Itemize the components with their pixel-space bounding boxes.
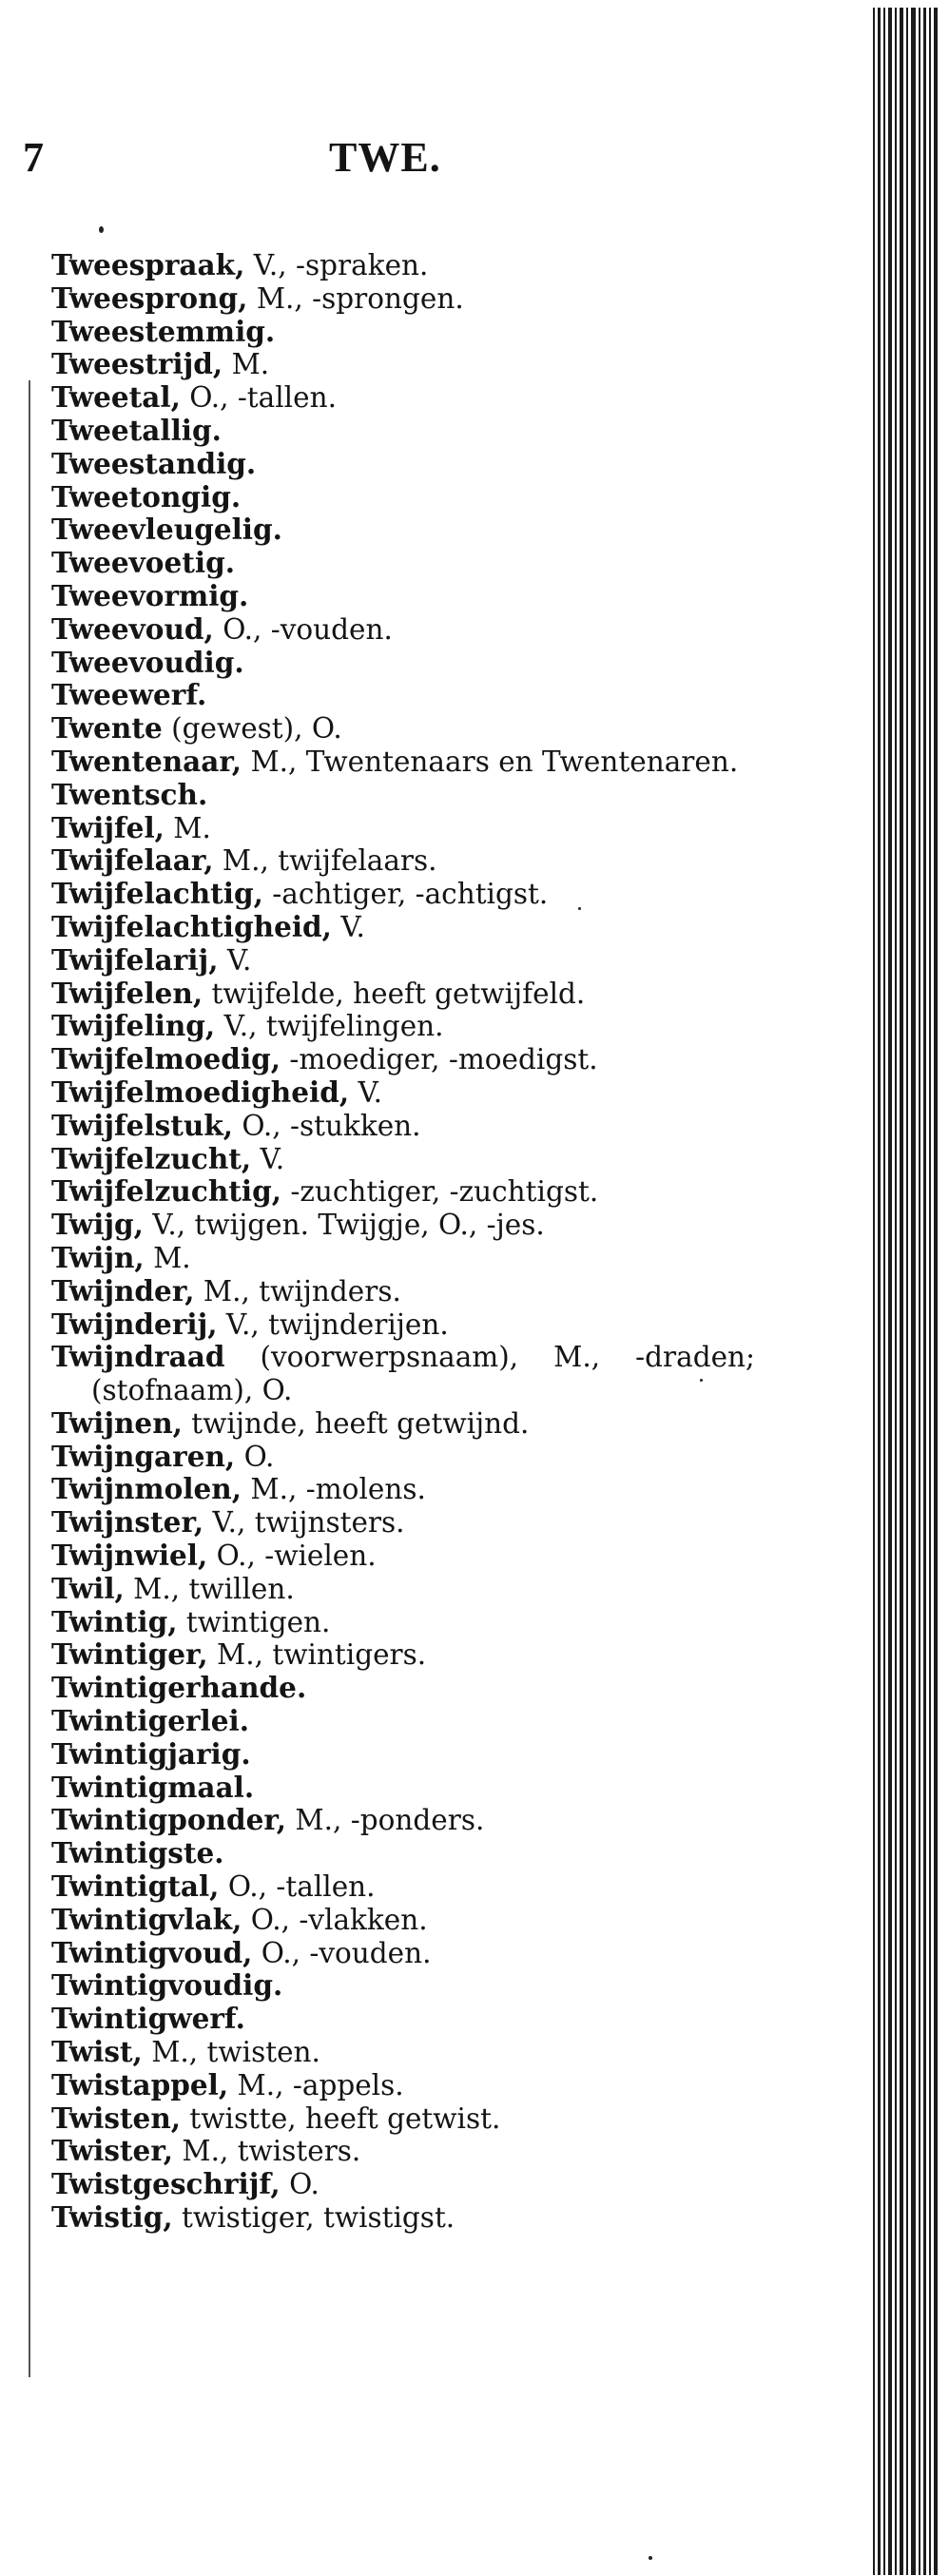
dictionary-entry [51, 1275, 755, 1308]
entry-grammar: M., twillen. [124, 1572, 295, 1605]
entry-grammar: V., twijgen. Twijgje, O., -jes. [143, 1209, 545, 1242]
entry-grammar: M., Twentenaars en Twentenaren. [242, 745, 739, 778]
dictionary-entry [51, 2201, 755, 2235]
dictionary-entry [51, 844, 755, 878]
entry-headword: Twijfelachtigheid, [51, 909, 332, 943]
dictionary-entry [51, 580, 755, 613]
dictionary-entry [51, 779, 755, 812]
entry-grammar: M. [144, 1241, 191, 1274]
dictionary-entry [51, 812, 755, 845]
entry-headword: Twijnwiel, [51, 1539, 208, 1573]
page-header [0, 133, 949, 190]
dictionary-entry [51, 1837, 755, 1870]
entry-headword: Twintigste. [51, 1836, 224, 1870]
entry-headword: Twintigwerf. [51, 2002, 245, 2036]
dictionary-entry [51, 911, 755, 944]
entry-grammar: twistte, heeft getwist. [181, 2101, 501, 2135]
dictionary-entry [51, 1804, 755, 1837]
dictionary-entry [51, 1441, 755, 1474]
entry-headword: Twintigvlak, [51, 1902, 242, 1936]
dictionary-entry [51, 2135, 755, 2168]
entry-grammar: twijfelde, heeft getwijfeld. [203, 977, 586, 1010]
entry-headword: Twijn, [51, 1240, 145, 1274]
entry-headword: Tweestemmig. [51, 314, 276, 348]
dictionary-entry [51, 944, 755, 978]
entry-headword: Twijnster, [51, 1505, 204, 1540]
dictionary-entry [51, 513, 755, 547]
entry-headword: Tweevleugelig. [51, 513, 282, 547]
entry-headword: Twintigerhande. [51, 1671, 307, 1705]
entry-grammar: M., twisters. [172, 2135, 361, 2168]
dictionary-entry [51, 1904, 755, 1937]
entry-headword: Tweestrijd, [51, 347, 223, 381]
entry-grammar: M., twisten. [142, 2036, 320, 2069]
dictionary-entry [51, 1506, 755, 1540]
dictionary-entry [51, 1606, 755, 1639]
entry-headword: Twijnderij, [51, 1307, 218, 1341]
entry-headword: Twijnder, [51, 1273, 195, 1307]
entry-grammar: M., -ponders. [286, 1804, 485, 1837]
dictionary-entry [51, 647, 755, 680]
dictionary-entry [51, 1043, 755, 1076]
entry-grammar: V. [218, 943, 252, 977]
entry-grammar: (gewest), O. [162, 712, 342, 746]
entry-headword: Twintigerlei. [51, 1704, 249, 1738]
dictionary-entry [51, 1638, 755, 1672]
entry-headword: Twistig, [51, 2200, 173, 2235]
entry-grammar: O., -vouden. [252, 1936, 432, 1969]
entry-grammar: M., -appels. [228, 2068, 404, 2101]
entry-headword: Twijfelachtig, [51, 877, 263, 911]
entry-grammar: -achtiger, -achtigst. [262, 878, 549, 911]
dictionary-entry [51, 1110, 755, 1143]
dictionary-entry [51, 1076, 755, 1110]
dictionary-entry [51, 2036, 755, 2069]
entry-headword: Tweetal, [51, 380, 181, 415]
entry-headword: Tweestandig. [51, 446, 257, 480]
entry-grammar: -zuchtiger, -zuchtigst. [281, 1175, 599, 1209]
dictionary-entry [51, 1937, 755, 1970]
entry-headword: Tweesprong, [51, 281, 248, 315]
entry-headword: Twintig, [51, 1604, 178, 1638]
dictionary-entry-list [51, 249, 755, 2235]
entry-grammar: M., -sprongen. [247, 281, 464, 315]
dictionary-entry [51, 712, 755, 746]
dictionary-entry [51, 2168, 755, 2201]
entry-headword: Twijfelstuk, [51, 1108, 234, 1142]
dictionary-entry [51, 381, 755, 415]
entry-headword: Tweespraak, [51, 248, 245, 281]
entry-headword: Tweevoud, [51, 611, 214, 646]
entry-headword: Twentsch. [51, 777, 208, 811]
entry-grammar: twintigen. [177, 1605, 331, 1638]
entry-headword: Twijfelzucht, [51, 1141, 252, 1175]
entry-grammar: V., twijfelingen. [215, 1010, 444, 1043]
entry-headword: Twijfelen, [51, 976, 203, 1010]
dictionary-entry [51, 1573, 755, 1606]
dictionary-entry [51, 348, 755, 381]
dictionary-entry [51, 1772, 755, 1805]
dictionary-entry [51, 1738, 755, 1772]
entry-headword: Twisten, [51, 2101, 182, 2135]
entry-headword: Tweevoetig. [51, 546, 235, 580]
entry-grammar: O., -tallen. [219, 1870, 376, 1904]
entry-headword: Twijnmolen, [51, 1472, 242, 1506]
entry-headword: Twijfelmoedigheid, [51, 1075, 350, 1109]
entry-grammar: O. [280, 2168, 320, 2201]
entry-headword: Twistgeschrijf, [51, 2167, 281, 2201]
entry-grammar: M., -molens. [242, 1473, 426, 1506]
entry-grammar: V., twijnsters. [203, 1506, 405, 1540]
entry-headword: Tweevoudig. [51, 645, 244, 679]
entry-headword: Twentenaar, [51, 744, 242, 778]
dictionary-entry [51, 2069, 755, 2102]
dictionary-entry [51, 1705, 755, 1738]
entry-grammar: (voorwerpsnaam), M., -draden; (stofnaam), O. [91, 1341, 755, 1407]
entry-grammar: M. [164, 811, 211, 844]
entry-headword: Twijfeling, [51, 1009, 216, 1043]
dictionary-entry [51, 282, 755, 316]
dictionary-entry [51, 978, 755, 1011]
dictionary-entry [51, 1010, 755, 1043]
entry-grammar: O., -vouden. [213, 612, 393, 646]
dictionary-entry [51, 547, 755, 580]
dictionary-entry [51, 679, 755, 712]
print-speck [649, 2556, 652, 2560]
dictionary-entry [51, 1407, 755, 1441]
page-heading: TWE. [329, 134, 441, 181]
dictionary-entry [51, 1143, 755, 1176]
entry-grammar: twijnde, heeft getwijnd. [182, 1406, 530, 1440]
dictionary-entry [51, 1242, 755, 1275]
entry-grammar: V., twijnderijen. [217, 1307, 449, 1341]
entry-headword: Twister, [51, 2134, 173, 2168]
dictionary-entry [51, 316, 755, 349]
entry-headword: Twijndraad [51, 1340, 225, 1374]
entry-grammar: M., twijnders. [194, 1274, 401, 1307]
dictionary-entry [51, 1209, 755, 1242]
entry-grammar: M., twintigers. [207, 1638, 427, 1672]
entry-headword: Twijnen, [51, 1405, 183, 1440]
entry-grammar: M., twijfelaars. [213, 844, 437, 878]
entry-headword: Twijfel, [51, 810, 165, 844]
dictionary-entry [51, 1672, 755, 1705]
page-binding-edge [873, 8, 938, 2575]
dictionary-entry [51, 1870, 755, 1904]
entry-grammar: V. [349, 1075, 382, 1109]
entry-grammar: O., -vlakken. [242, 1903, 428, 1936]
entry-headword: Twintigmaal. [51, 1770, 255, 1804]
entry-headword: Twijg, [51, 1208, 144, 1242]
entry-grammar: -moediger, -moedigst. [281, 1043, 598, 1076]
entry-grammar: V. [251, 1142, 285, 1175]
entry-grammar: V. [331, 910, 365, 943]
dictionary-entry [51, 1308, 755, 1342]
dictionary-entry [51, 415, 755, 448]
dictionary-entry [51, 448, 755, 481]
entry-grammar: M. [223, 348, 270, 381]
page-number: 7 [23, 134, 44, 181]
entry-headword: Twente [51, 711, 163, 746]
entry-headword: Twintigvoudig. [51, 1968, 283, 2003]
entry-headword: Twist, [51, 2035, 143, 2069]
dictionary-entry [51, 613, 755, 647]
entry-headword: Tweewerf. [51, 678, 207, 712]
entry-grammar: O., -tallen. [180, 381, 337, 415]
entry-headword: Tweetongig. [51, 479, 242, 513]
dictionary-entry [51, 2102, 755, 2136]
margin-rule [29, 380, 30, 2377]
entry-headword: Twintiger, [51, 1637, 208, 1672]
entry-grammar: O. [235, 1440, 275, 1473]
dictionary-entry [51, 249, 755, 282]
entry-headword: Twintigtal, [51, 1869, 220, 1904]
entry-headword: Tweetallig. [51, 413, 222, 447]
entry-headword: Twijngaren, [51, 1439, 236, 1473]
dictionary-entry [51, 1473, 755, 1506]
dictionary-entry [51, 481, 755, 514]
entry-grammar: O., -wielen. [207, 1540, 377, 1573]
entry-headword: Tweevormig. [51, 578, 249, 612]
entry-grammar: O., -stukken. [233, 1109, 421, 1142]
entry-grammar: twistiger, twistigst. [172, 2201, 455, 2235]
dictionary-entry [51, 746, 755, 779]
dictionary-entry [51, 2003, 755, 2036]
entry-headword: Twijfelzuchtig, [51, 1174, 281, 1209]
dictionary-entry [51, 878, 755, 911]
entry-headword: Twintigponder, [51, 1803, 287, 1837]
dictionary-entry [51, 1540, 755, 1573]
entry-grammar: V., -spraken. [244, 249, 429, 281]
entry-headword: Twijfelmoedig, [51, 1042, 281, 1076]
print-speck [99, 226, 104, 233]
entry-headword: Twintigjarig. [51, 1736, 251, 1771]
entry-headword: Twijfelaar, [51, 843, 214, 878]
entry-headword: Twintigvoud, [51, 1935, 253, 1969]
entry-headword: Twistappel, [51, 2067, 229, 2101]
dictionary-entry [51, 1969, 755, 2003]
entry-headword: Twil, [51, 1571, 125, 1605]
dictionary-entry [51, 1341, 755, 1407]
entry-headword: Twijfelarij, [51, 942, 219, 977]
dictionary-entry [51, 1175, 755, 1209]
